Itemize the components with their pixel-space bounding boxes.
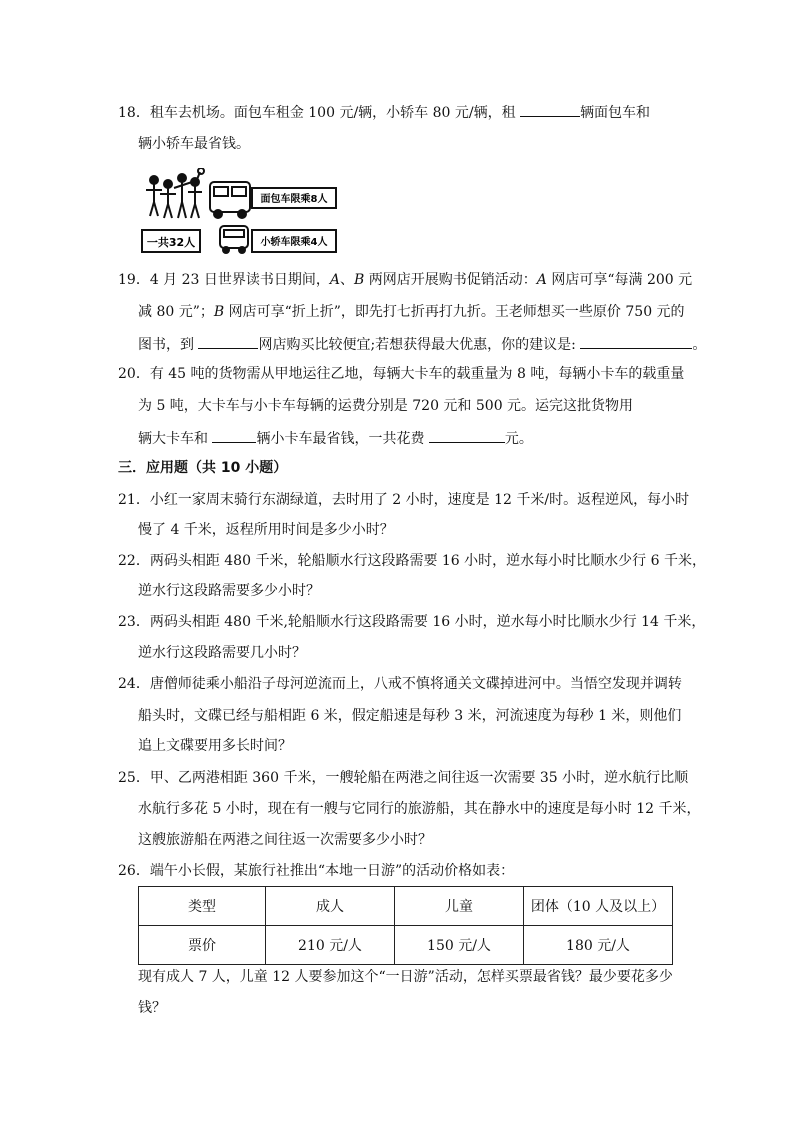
q19-text-f: 图书，到	[138, 337, 194, 353]
q19-text-g: 网店购买比较便宜;若想获得最大优惠，你的建议是:	[258, 337, 576, 353]
price-table	[138, 886, 673, 965]
q20-text-c: 辆大卡车和	[138, 431, 208, 447]
q21-number: 21．	[118, 492, 150, 508]
q25-line1	[118, 768, 688, 788]
q24-line3: 追上文碟要用多长时间？	[138, 738, 292, 754]
van-icon	[210, 182, 250, 218]
q19-text-e: 网店可享“折上折”，即先打七折再打九折。王老师想买一些原价 750 元的	[224, 304, 685, 320]
q20-blank-cost[interactable]	[429, 428, 505, 443]
q19-store-a2: A	[536, 272, 547, 288]
q19-text-c: 网店可享“每满 200 元	[546, 272, 693, 288]
q19-sep: 、	[340, 272, 355, 288]
q20-text-a: 有 45 吨的货物需从甲地运往乙地，每辆大卡车的载重量为 8 吨，每辆小卡车的载重量	[149, 366, 685, 382]
q25-text-a: 甲、乙两港相距 360 千米，一艘轮船在两港之间往返一次需要 35 小时，逆水航行比顺	[149, 770, 689, 786]
q20-line1	[118, 364, 684, 384]
q19-line2	[138, 302, 685, 322]
q20-text-e: 元。	[504, 431, 533, 447]
table-header-cell: 团体（10 人及以上）	[524, 887, 673, 926]
q21-text-a: 小红一家周末骑行东湖绿道，去时用了 2 小时，速度是 12 千米/时。返程逆风，每小时	[149, 492, 690, 508]
table-header-cell: 成人	[266, 887, 395, 926]
people-caption: 一共32人	[146, 236, 196, 249]
q20-number: 20．	[118, 366, 150, 382]
table-header-cell: 儿童	[395, 887, 524, 926]
q18-line2	[138, 134, 250, 154]
q20-blank-small-trucks[interactable]	[212, 428, 256, 443]
q24-line2: 船头时，文碟已经与船相距 6 米，假定船速是每秒 3 米，河流速度为每秒 1 米，则他们	[138, 708, 682, 724]
section-title: 三．应用题（共 10 小题）	[118, 460, 288, 476]
q20-line3	[138, 428, 533, 449]
q20-text-b: 为 5 吨，大卡车与小卡车每辆的运费分别是 720 元和 500 元。运完这批货物用	[138, 398, 634, 414]
car-icon	[220, 226, 248, 253]
q23-text-a: 两码头相距 480 千米,轮船顺水行这段路需要 16 小时，逆水每小时比顺水少行 14 千米，	[149, 614, 706, 630]
q22-line1	[118, 551, 706, 571]
q19-text-b: 两网店开展购书促销活动：	[364, 272, 537, 288]
q19-store-a: A	[329, 272, 341, 288]
q23-line1	[118, 612, 705, 632]
table-cell: 票价	[139, 926, 266, 965]
table-header-row	[139, 887, 673, 926]
q25-line2: 水航行多花 5 小时，现在有一艘与它同行的旅游船，其在静水中的速度是每小时 12 千米，	[138, 801, 701, 817]
q19-line1	[118, 270, 692, 290]
q19-store-b: B	[354, 272, 365, 288]
q23-line2: 逆水行这段路需要几小时？	[138, 645, 306, 661]
table-header-cell: 类型	[139, 887, 266, 926]
q19-text-d: 减 80 元”；	[138, 304, 214, 320]
q21-line1	[118, 490, 689, 510]
q25-number: 25．	[118, 770, 150, 786]
q19-blank-suggestion[interactable]	[580, 334, 692, 349]
q18-text-a: 租车去机场。面包车租金 100 元/辆，小轿车 80 元/辆，租	[149, 105, 516, 121]
q26-line1	[118, 861, 514, 881]
q19-blank-store[interactable]	[198, 334, 258, 349]
table-cell: 210 元/人	[266, 926, 395, 965]
q21-line2: 慢了 4 千米，返程所用时间是多少小时？	[138, 522, 394, 538]
q18-line1	[118, 102, 650, 123]
q18-number: 18．	[118, 105, 150, 121]
q20-text-d: 辆小卡车最省钱，一共花费	[256, 431, 425, 447]
q19-line3	[138, 334, 706, 355]
q22-number: 22．	[118, 553, 150, 569]
people-group-icon	[146, 168, 204, 218]
table-cell: 180 元/人	[524, 926, 673, 965]
q26-line2: 现有成人 7 人，儿童 12 人要参加这个“一日游”活动，怎样买票最省钱？最少要花多少	[138, 969, 673, 985]
table-cell: 150 元/人	[395, 926, 524, 965]
q20-line2	[138, 396, 633, 416]
q25-line3: 这艘旅游船在两港之间往返一次需要多少小时？	[138, 832, 432, 848]
q26-text-a: 端午小长假，某旅行社推出“本地一日游”的活动价格如表：	[149, 863, 515, 879]
car-label: 小轿车限乘4人	[260, 237, 328, 248]
q18-text-c: 辆小轿车最省钱。	[138, 136, 250, 152]
van-label: 面包车限乘8人	[260, 194, 328, 205]
q22-line2: 逆水行这段路需要多少小时？	[138, 583, 320, 599]
q22-text-a: 两码头相距 480 千米，轮船顺水行这段路需要 16 小时，逆水每小时比顺水少行 6 千米，	[149, 553, 706, 569]
q24-line1	[118, 674, 682, 694]
q19-text-h: 。	[692, 337, 707, 353]
q18-illustration	[140, 168, 340, 258]
q18-blank-van[interactable]	[520, 102, 580, 117]
q18-illustration-svg	[140, 168, 340, 258]
q19-number: 19．	[118, 272, 150, 288]
q24-text-a: 唐僧师徒乘小船沿子母河逆流而上，八戒不慎将通关文碟掉进河中。当悟空发现并调转	[149, 676, 682, 692]
table-row	[139, 926, 673, 965]
q23-number: 23．	[118, 614, 150, 630]
q26-number: 26．	[118, 863, 150, 879]
q24-number: 24．	[118, 676, 150, 692]
q19-text-a: 4 月 23 日世界读书日期间，	[149, 272, 330, 288]
q18-text-b: 辆面包车和	[580, 105, 651, 121]
q19-store-b2: B	[213, 304, 225, 320]
q26-line3: 钱？	[138, 1000, 166, 1016]
